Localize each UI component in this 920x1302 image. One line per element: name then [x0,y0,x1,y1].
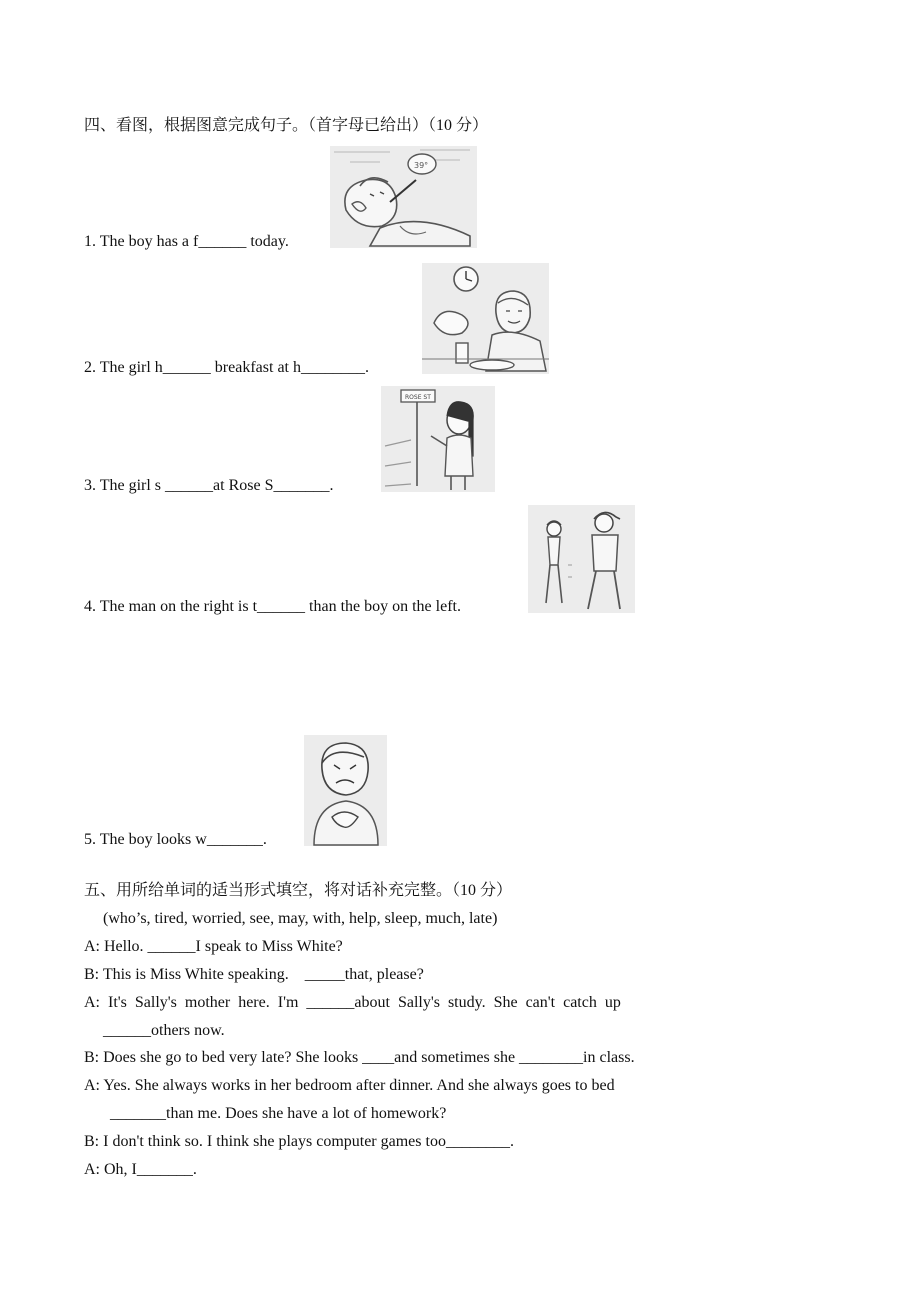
section-4-item-3: 3. The girl s ______at Rose S_______. [84,477,334,494]
dialogue-line-6: B: I don't think so. I think she plays computer games too________. [84,1133,514,1150]
dialogue-line-4: B: Does she go to bed very late? She looks ____and sometimes she ________in class. [84,1049,635,1066]
svg-text:39°: 39° [414,161,429,170]
dialogue-line-5-continued: _______than me. Does she have a lot of homework? [110,1105,447,1122]
dialogue-line-5: A: Yes. She always works in her bedroom after dinner. And she always goes to bed [84,1077,615,1094]
section-4-item-4: 4. The man on the right is t______ than the boy on the left. [84,598,461,615]
picture-4-boy-and-man [528,505,635,613]
section-5-heading: 五、用所给单词的适当形式填空，将对话补充完整。（10 分） [84,882,513,899]
section-4-item-2: 2. The girl h______ breakfast at h________. [84,359,369,376]
dialogue-line-7: A: Oh, I_______. [84,1161,197,1178]
picture-1-sick-boy [330,146,477,248]
picture-2-girl-breakfast [422,263,549,374]
section-5-word-bank: (who’s, tired, worried, see, may, with, help, sleep, much, late) [103,910,498,927]
dialogue-line-1: A: Hello. ______I speak to Miss White? [84,938,343,955]
picture-5-worried-boy [304,735,387,846]
dialogue-line-3-continued: ______others now. [103,1022,225,1039]
svg-text:ROSE ST: ROSE ST [405,394,431,401]
section-4-heading: 四、看图，根据图意完成句子。（首字母已给出）（10 分） [84,117,489,134]
picture-3-girl-street-sign [381,386,495,492]
section-4-item-1: 1. The boy has a f______ today. [84,233,289,250]
dialogue-line-2: B: This is Miss White speaking. _____that, please? [84,966,424,983]
dialogue-line-3: A: It's Sally's mother here. I'm ______about Sally's study. She can't catch up [84,994,621,1011]
section-4-item-5: 5. The boy looks w_______. [84,831,267,848]
